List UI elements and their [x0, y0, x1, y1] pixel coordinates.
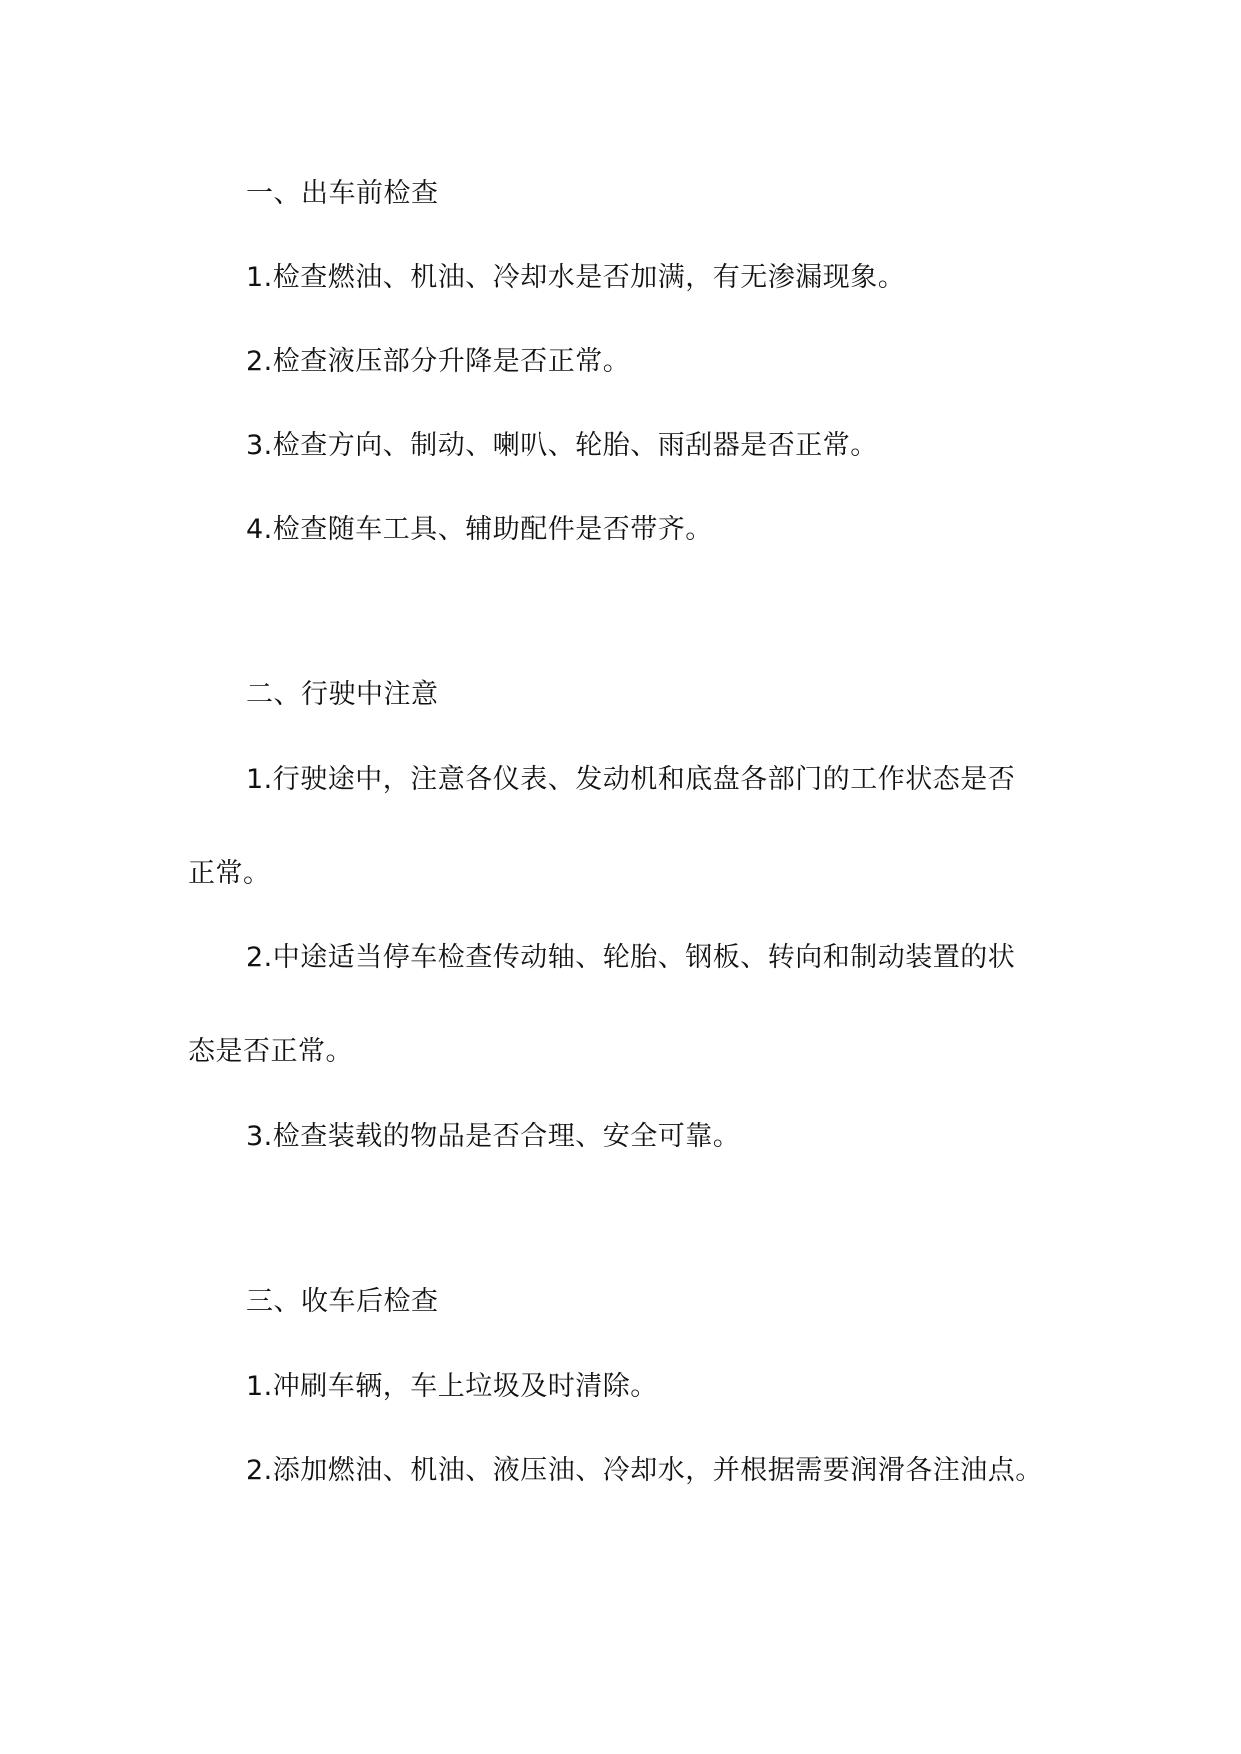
- list-item: 4.检查随车工具、辅助配件是否带齐。: [246, 514, 713, 545]
- list-item: 1.冲刷车辆，车上垃圾及时清除。: [246, 1371, 658, 1402]
- section-heading-pre-trip-check: 一、出车前检查: [246, 178, 439, 209]
- list-item-line: 2.中途适当停车检查传动轴、轮胎、钢板、转向和制动装置的状: [246, 942, 1016, 973]
- list-item: 1.检查燃油、机油、冷却水是否加满，有无渗漏现象。: [246, 262, 906, 293]
- list-item-continuation: 态是否正常。: [188, 1036, 353, 1067]
- list-item-line: 1.行驶途中，注意各仪表、发动机和底盘各部门的工作状态是否: [246, 764, 1016, 795]
- list-item-continuation: 正常。: [188, 858, 271, 889]
- section-heading-post-trip-check: 三、收车后检查: [246, 1286, 439, 1317]
- list-item: 3.检查方向、制动、喇叭、轮胎、雨刮器是否正常。: [246, 430, 878, 461]
- section-heading-during-driving: 二、行驶中注意: [246, 679, 439, 710]
- list-item: 2.添加燃油、机油、液压油、冷却水，并根据需要润滑各注油点。: [246, 1455, 1043, 1486]
- list-item: 2.检查液压部分升降是否正常。: [246, 346, 631, 377]
- list-item: 3.检查装载的物品是否合理、安全可靠。: [246, 1121, 741, 1152]
